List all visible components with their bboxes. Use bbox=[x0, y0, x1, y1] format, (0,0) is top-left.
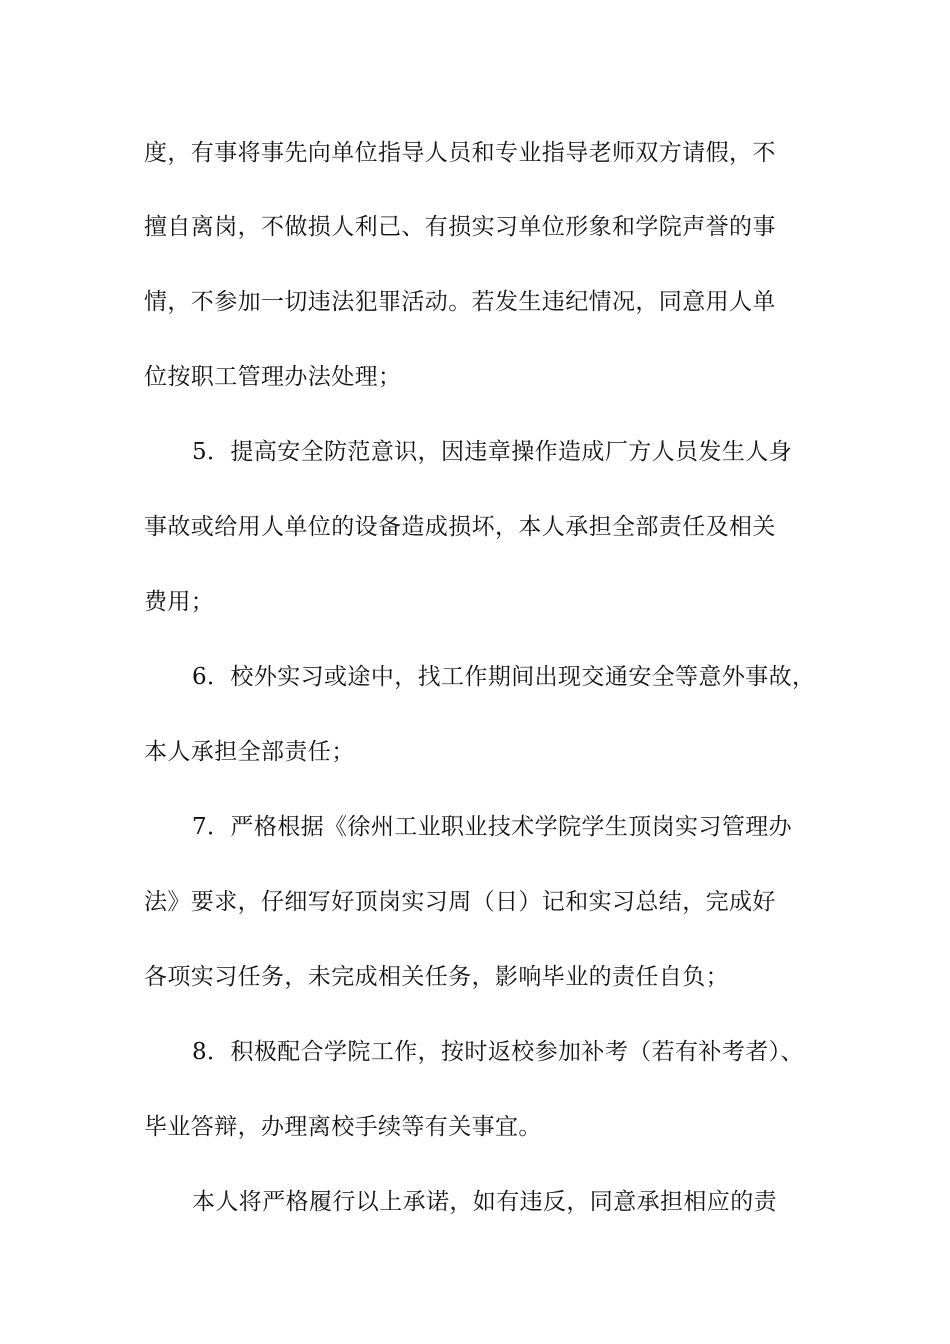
text-line: 情，不参加一切违法犯罪活动。若发生违纪情况，同意用人单 bbox=[144, 289, 776, 315]
list-item-5: 5．提高安全防范意识，因违章操作造成厂方人员发生人身 bbox=[192, 439, 793, 465]
text-line: 法》要求，仔细写好顶岗实习周（日）记和实习总结，完成好 bbox=[144, 889, 776, 915]
text-line: 费用； bbox=[144, 589, 215, 615]
list-item-7: 7．严格根据《徐州工业职业技术学院学生顶岗实习管理办 bbox=[192, 814, 793, 840]
text-line: 各项实习任务，未完成相关任务，影响毕业的责任自负； bbox=[144, 964, 729, 990]
closing-paragraph: 本人将严格履行以上承诺，如有违反，同意承担相应的责 bbox=[192, 1189, 777, 1215]
text-line: 度，有事将事先向单位指导人员和专业指导老师双方请假，不 bbox=[144, 140, 776, 166]
list-item-6: 6．校外实习或途中，找工作期间出现交通安全等意外事故， bbox=[192, 664, 816, 690]
text-line: 毕业答辩，办理离校手续等有关事宜。 bbox=[144, 1114, 542, 1140]
text-line: 擅自离岗，不做损人利己、有损实习单位形象和学院声誉的事 bbox=[144, 214, 776, 240]
text-line: 位按职工管理办法处理； bbox=[144, 364, 402, 390]
list-item-8: 8．积极配合学院工作，按时返校参加补考（若有补考者）、 bbox=[192, 1039, 804, 1065]
text-line: 事故或给用人单位的设备造成损坏，本人承担全部责任及相关 bbox=[144, 514, 776, 540]
text-line: 本人承担全部责任； bbox=[144, 739, 355, 765]
